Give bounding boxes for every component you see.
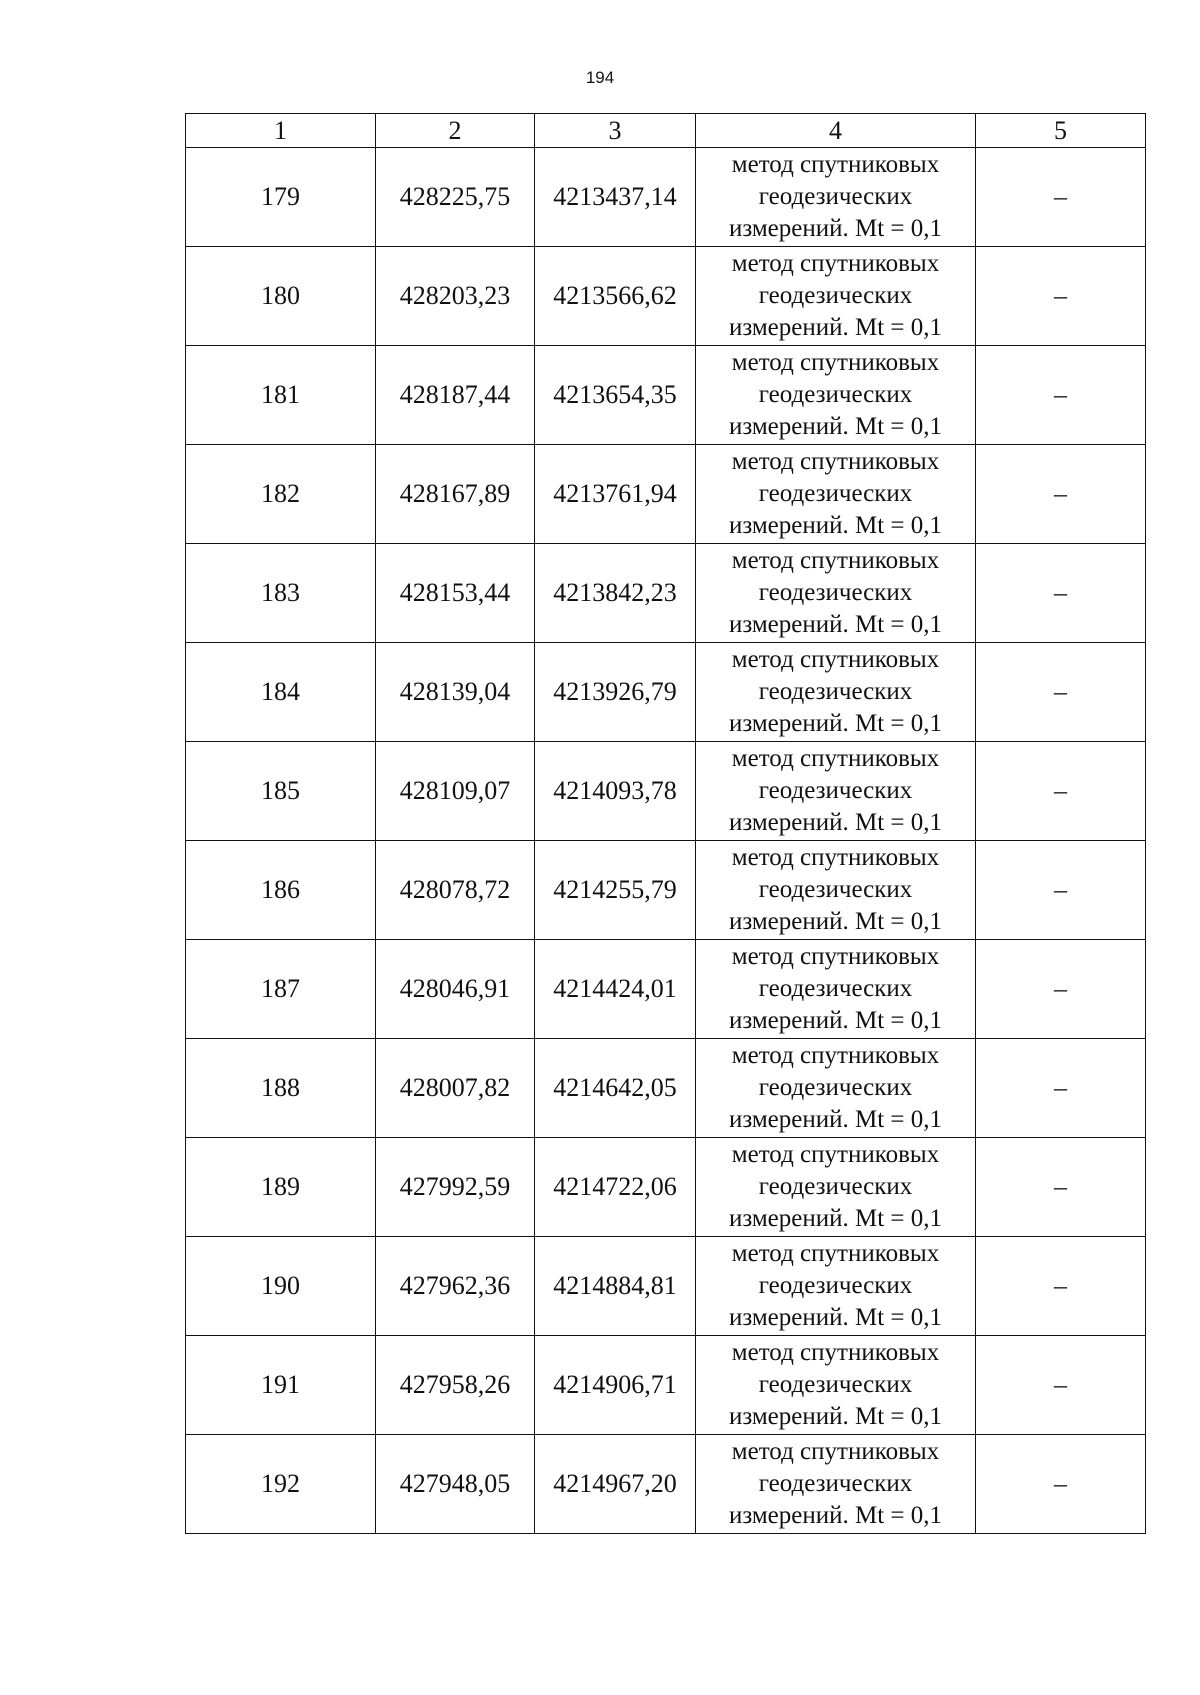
method-line: геодезических — [758, 381, 913, 408]
point-number-cell: 190 — [186, 1237, 376, 1336]
x-coordinate-cell: 428078,72 — [376, 841, 535, 940]
method-cell — [696, 1336, 976, 1435]
method-line: измерений. Mt = 0,1 — [728, 611, 943, 638]
table-row — [186, 742, 1146, 841]
method-line: метод спутниковых — [731, 448, 940, 475]
page-number: 194 — [585, 68, 615, 87]
note-cell: – — [976, 346, 1146, 445]
method-cell — [696, 742, 976, 841]
x-coordinate-cell: 428225,75 — [376, 148, 535, 247]
method-line: измерений. Mt = 0,1 — [728, 413, 943, 440]
note-cell: – — [976, 742, 1146, 841]
point-number-cell: 188 — [186, 1039, 376, 1138]
table-row — [186, 1435, 1146, 1534]
table-row — [186, 346, 1146, 445]
point-number-cell: 180 — [186, 247, 376, 346]
method-cell — [696, 247, 976, 346]
table-row — [186, 445, 1146, 544]
method-line: метод спутниковых — [731, 844, 940, 871]
table-row — [186, 1138, 1146, 1237]
column-header: 4 — [696, 114, 976, 148]
method-line: метод спутниковых — [731, 646, 940, 673]
note-cell: – — [976, 643, 1146, 742]
method-line: геодезических — [758, 876, 913, 903]
method-line: геодезических — [758, 183, 913, 210]
method-line: метод спутниковых — [731, 1438, 940, 1465]
method-cell — [696, 1435, 976, 1534]
method-line: измерений. Mt = 0,1 — [728, 314, 943, 341]
x-coordinate-cell: 427958,26 — [376, 1336, 535, 1435]
point-number-cell: 185 — [186, 742, 376, 841]
x-coordinate-cell: 428187,44 — [376, 346, 535, 445]
method-line: метод спутниковых — [731, 250, 940, 277]
coordinates-table — [185, 113, 1146, 1534]
table-row — [186, 544, 1146, 643]
point-number-cell: 186 — [186, 841, 376, 940]
method-line: метод спутниковых — [731, 547, 940, 574]
method-cell — [696, 346, 976, 445]
method-line: геодезических — [758, 777, 913, 804]
method-cell — [696, 148, 976, 247]
x-coordinate-cell: 428203,23 — [376, 247, 535, 346]
method-cell — [696, 940, 976, 1039]
x-coordinate-cell: 428046,91 — [376, 940, 535, 1039]
method-line: метод спутниковых — [731, 1141, 940, 1168]
y-coordinate-cell: 4214255,79 — [535, 841, 696, 940]
table-row — [186, 148, 1146, 247]
method-line: измерений. Mt = 0,1 — [728, 1007, 943, 1034]
method-line: измерений. Mt = 0,1 — [728, 710, 943, 737]
x-coordinate-cell: 428153,44 — [376, 544, 535, 643]
column-header: 2 — [376, 114, 535, 148]
method-line: геодезических — [758, 1470, 913, 1497]
method-line: геодезических — [758, 1173, 913, 1200]
table-header-row — [186, 114, 1146, 148]
y-coordinate-cell: 4214093,78 — [535, 742, 696, 841]
y-coordinate-cell: 4213654,35 — [535, 346, 696, 445]
point-number-cell: 189 — [186, 1138, 376, 1237]
method-line: метод спутниковых — [731, 1339, 940, 1366]
method-line: измерений. Mt = 0,1 — [728, 1205, 943, 1232]
table-row — [186, 1039, 1146, 1138]
note-cell: – — [976, 1138, 1146, 1237]
method-line: измерений. Mt = 0,1 — [728, 1106, 943, 1133]
column-header: 3 — [535, 114, 696, 148]
method-cell — [696, 1237, 976, 1336]
method-line: измерений. Mt = 0,1 — [728, 809, 943, 836]
note-cell: – — [976, 1336, 1146, 1435]
method-cell — [696, 1039, 976, 1138]
table-row — [186, 247, 1146, 346]
note-cell: – — [976, 940, 1146, 1039]
note-cell: – — [976, 1435, 1146, 1534]
point-number-cell: 182 — [186, 445, 376, 544]
note-cell: – — [976, 544, 1146, 643]
y-coordinate-cell: 4214424,01 — [535, 940, 696, 1039]
note-cell: – — [976, 445, 1146, 544]
table-row — [186, 940, 1146, 1039]
method-line: измерений. Mt = 0,1 — [728, 215, 943, 242]
method-line: геодезических — [758, 1074, 913, 1101]
table-row — [186, 643, 1146, 742]
method-cell — [696, 841, 976, 940]
table-row — [186, 1237, 1146, 1336]
x-coordinate-cell: 427962,36 — [376, 1237, 535, 1336]
point-number-cell: 192 — [186, 1435, 376, 1534]
table-body — [186, 148, 1146, 1534]
note-cell: – — [976, 247, 1146, 346]
method-line: геодезических — [758, 975, 913, 1002]
method-line: метод спутниковых — [731, 943, 940, 970]
point-number-cell: 191 — [186, 1336, 376, 1435]
note-cell: – — [976, 148, 1146, 247]
point-number-cell: 184 — [186, 643, 376, 742]
point-number-cell: 179 — [186, 148, 376, 247]
y-coordinate-cell: 4213761,94 — [535, 445, 696, 544]
column-header: 5 — [976, 114, 1146, 148]
y-coordinate-cell: 4214906,71 — [535, 1336, 696, 1435]
method-cell — [696, 544, 976, 643]
y-coordinate-cell: 4214884,81 — [535, 1237, 696, 1336]
method-line: метод спутниковых — [731, 151, 940, 178]
y-coordinate-cell: 4214967,20 — [535, 1435, 696, 1534]
point-number-cell: 181 — [186, 346, 376, 445]
y-coordinate-cell: 4213842,23 — [535, 544, 696, 643]
method-line: измерений. Mt = 0,1 — [728, 1502, 943, 1529]
method-line: геодезических — [758, 282, 913, 309]
x-coordinate-cell: 428139,04 — [376, 643, 535, 742]
x-coordinate-cell: 428109,07 — [376, 742, 535, 841]
method-cell — [696, 445, 976, 544]
method-line: измерений. Mt = 0,1 — [728, 1304, 943, 1331]
method-line: геодезических — [758, 678, 913, 705]
x-coordinate-cell: 427992,59 — [376, 1138, 535, 1237]
note-cell: – — [976, 1039, 1146, 1138]
table-row — [186, 841, 1146, 940]
y-coordinate-cell: 4214642,05 — [535, 1039, 696, 1138]
point-number-cell: 187 — [186, 940, 376, 1039]
method-line: геодезических — [758, 1272, 913, 1299]
y-coordinate-cell: 4213566,62 — [535, 247, 696, 346]
y-coordinate-cell: 4214722,06 — [535, 1138, 696, 1237]
point-number-cell: 183 — [186, 544, 376, 643]
table-row — [186, 1336, 1146, 1435]
x-coordinate-cell: 427948,05 — [376, 1435, 535, 1534]
method-line: метод спутниковых — [731, 349, 940, 376]
column-header: 1 — [186, 114, 376, 148]
method-line: метод спутниковых — [731, 1240, 940, 1267]
method-line: метод спутниковых — [731, 745, 940, 772]
y-coordinate-cell: 4213437,14 — [535, 148, 696, 247]
method-cell — [696, 1138, 976, 1237]
note-cell: – — [976, 841, 1146, 940]
method-line: геодезических — [758, 1371, 913, 1398]
method-line: измерений. Mt = 0,1 — [728, 512, 943, 539]
method-line: измерений. Mt = 0,1 — [728, 908, 943, 935]
method-line: измерений. Mt = 0,1 — [728, 1403, 943, 1430]
method-line: геодезических — [758, 579, 913, 606]
note-cell: – — [976, 1237, 1146, 1336]
x-coordinate-cell: 428007,82 — [376, 1039, 535, 1138]
method-line: метод спутниковых — [731, 1042, 940, 1069]
method-line: геодезических — [758, 480, 913, 507]
method-cell — [696, 643, 976, 742]
x-coordinate-cell: 428167,89 — [376, 445, 535, 544]
y-coordinate-cell: 4213926,79 — [535, 643, 696, 742]
